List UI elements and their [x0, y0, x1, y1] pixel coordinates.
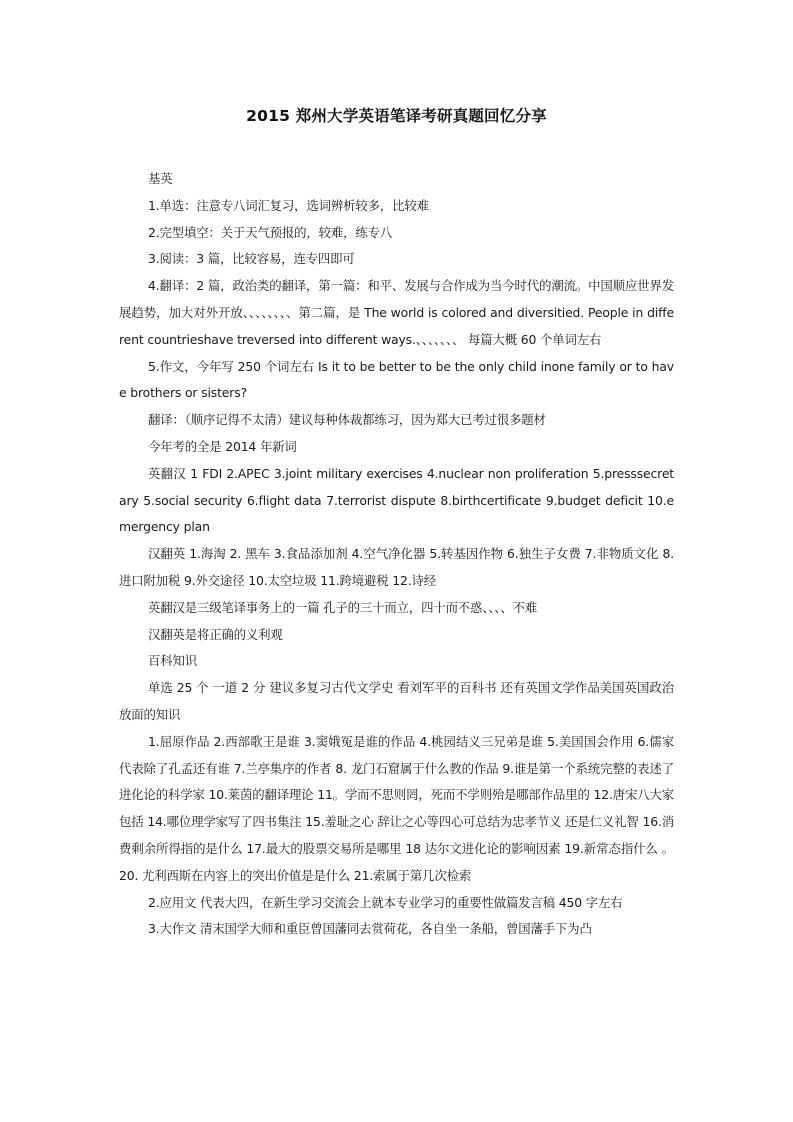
paragraph-cloze: 2.完型填空：关于天气预报的，较难，练专八 — [148, 224, 393, 240]
paragraph-reading: 3.阅读：3 篇，比较容易，连专四即可 — [148, 251, 355, 267]
paragraph-new-terms: 今年考的全是 2014 年新词 — [148, 438, 297, 454]
paragraph-section-basic-english: 基英 — [148, 171, 173, 186]
paragraph-zh-to-en-passage: 汉翻英是将正确的义利观 — [148, 626, 283, 642]
paragraph-zh-to-en-terms: 汉翻英 1.海淘 2. 黑车 3.食品添加剂 4.空气净化器 5.转基因作物 6.独生子女费 7.非物质文化 8.进口附加税 9.外交途径 10.太空垃圾 11.跨境避税 12.诗经 — [119, 546, 674, 588]
paragraph-en-to-zh-terms: 英翻汉 1 FDI 2.APEC 3.joint military exercises 4.nuclear non proliferation 5.presssecretary 5.social security 6.flight data 7.terrorist dispute 8.birthcertificate 9.budget deficit 10.emergency plan — [119, 465, 674, 535]
paragraph-translation-advice: 翻译：（顺序记得不太清）建议每种体裁都练习，因为郑大已考过很多题材 — [148, 412, 546, 428]
paragraph-composition: 5.作文，今年写 250 个词左右 Is it to be better to be the only child inone family or to have brothers or sisters? — [119, 358, 674, 401]
paragraph-translation: 4.翻译：2 篇，政治类的翻译，第一篇：和平、发展与合作成为当今时代的潮流。中国顺应世界发展趋势，加大对外开放、、、、、、、、第二篇，是 The world is colored and diversitied. People in different countrieshave treversed into different ways.、、、、、、、 每篇大概 60 个单词左右 — [119, 278, 674, 347]
paragraph-major-composition: 3.大作文 清末国学大师和重臣曾国藩同去赏荷花，各自坐一条船，曾国藩手下为凸 — [148, 921, 592, 937]
paragraph-encyclopedia-choice: 单选 25 个 一道 2 分 建议多复习古代文学史 看刘军平的百科书 还有英国文学作品美国英国政治放面的知识 — [119, 680, 674, 722]
paragraph-single-choice: 1.单选：注意专八词汇复习，选词辨析较多，比较难 — [148, 197, 429, 213]
document-body — [119, 166, 674, 943]
paragraph-en-to-zh-passage: 英翻汉是三级笔译事务上的一篇 孔子的三十而立，四十而不惑、、、、不难 — [148, 599, 538, 615]
paragraph-encyclopedia-questions: 1.屈原作品 2.西部歌王是谁 3.窦娥冤是谁的作品 4.桃园结义三兄弟是谁 5.美国国会作用 6.儒家代表除了孔孟还有谁 7.兰亭集序的作者 8. 龙门石窟属于什么教的作品 9.谁是第一个系统完整的表述了进化论的科学家 10.莱茵的翻译理论 11。学而不思则罔，死而不学则殆是哪部作品里的 12.唐宋八大家包括 14.哪位理学家写了四书集注 15.羞耻之心 辞让之心等四心可总结为忠孝节义 还是仁义礼智 16.消费剩余所得指的是什么 17.最大的股票交易所是哪里 18 达尔文进化论的影响因素 19.新常态指什么 。20. 尤利西斯在内容上的突出价值是是什么 21.索属于第几次检索 — [119, 733, 674, 883]
paragraph-practical-writing: 2.应用文 代表大四，在新生学习交流会上就本专业学习的重要性做篇发言稿 450 字左右 — [148, 894, 623, 910]
page-title: 2015 郑州大学英语笔译考研真题回忆分享 — [246, 107, 547, 125]
paragraph-section-encyclopedia: 百科知识 — [148, 653, 197, 669]
